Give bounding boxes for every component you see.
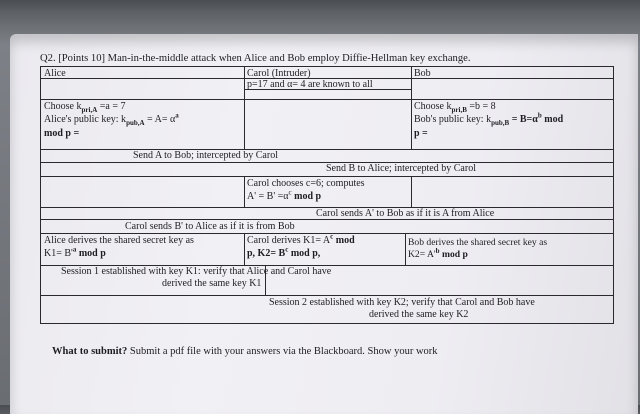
carol-choose: Carol chooses c=6; computes	[247, 178, 365, 189]
session2-line1: Session 2 established with key K2; verify that Carol and Bob have	[269, 297, 535, 308]
session1-line2: derived the same key K1	[162, 278, 262, 289]
header-carol: Carol (Intruder)	[247, 68, 311, 79]
carol-derive-line2: p, $K2= B^c$ mod p,	[247, 245, 321, 259]
submit-label: What to submit?	[52, 346, 128, 357]
submit-text: Submit a pdf file with your answers via the Blackboard. Show your work	[127, 346, 438, 357]
send-b-row: Send B to Alice; intercepted by Carol	[326, 163, 476, 174]
submit-instructions	[52, 346, 438, 357]
bob-derive-line1: Bob derives the shared secret key as	[408, 237, 548, 248]
known-parameters: p=17 and α= 4 are known to all	[247, 79, 373, 90]
mitm-table	[40, 66, 614, 324]
alice-public-key-line2: mod p =	[44, 128, 80, 139]
carol-derive-line1: Carol derives $K1= A^c$ mod	[247, 232, 355, 246]
bob-derive-line2: $K2= A'^b$ mod p	[408, 246, 468, 260]
send-a-row: Send A to Bob; intercepted by Carol	[133, 150, 278, 161]
carol-sends-a: Carol sends A' to Bob as if it is A from Alice	[316, 208, 495, 219]
bob-choose: Choose $k_{pri,B} =b = 8$	[414, 101, 496, 114]
session2-line2: derived the same key K2	[369, 309, 469, 320]
bob-public-key-line2: p =	[414, 128, 428, 139]
bob-public-key: Bob's public key: $k_{pub,B} = B=\alpha^b$ mod	[414, 111, 564, 127]
alice-choose: Choose $k_{pri,A} =a = 7$	[44, 101, 126, 114]
alice-public-key: Alice's public key: $k_{pub,A} = A= \alpha^a$	[44, 111, 179, 127]
carol-sends-b: Carol sends B' to Alice as if it is from Bob	[125, 221, 295, 232]
carol-compute: $A' = B' =\alpha^c$ mod p	[247, 188, 322, 202]
question-title: Q2. [Points 10] Man-in-the-middle attack when Alice and Bob employ Diffie-Hellman key exchange.	[40, 53, 471, 64]
session1-line1: Session 1 established with key K1: verify that Alice and Carol have	[61, 266, 332, 277]
alice-derive-line1: Alice derives the shared secret key as	[44, 235, 194, 246]
alice-derive-line2: $K1= B'^a$ mod p	[44, 245, 106, 259]
header-alice: Alice	[44, 68, 66, 79]
header-bob: Bob	[414, 68, 431, 79]
